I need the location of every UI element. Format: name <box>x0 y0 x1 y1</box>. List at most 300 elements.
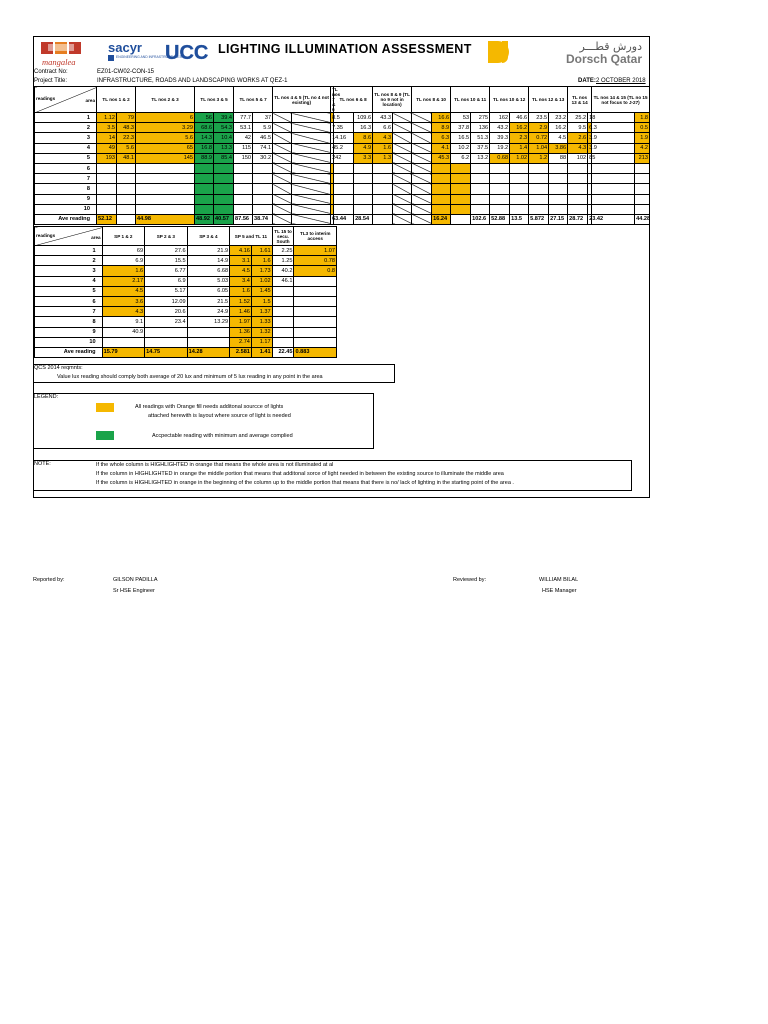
data-cell: 1.52 <box>230 296 252 306</box>
table-row <box>35 296 337 306</box>
data-cell: 43.2 <box>490 123 510 133</box>
data-cell: 6 <box>136 113 195 123</box>
data-cell <box>412 204 432 214</box>
table-row <box>35 276 337 286</box>
data-cell: 6.77 <box>145 266 188 276</box>
ave-cell <box>373 214 393 224</box>
row-label: 3 <box>35 266 103 276</box>
data-cell: 79 <box>117 113 136 123</box>
ave-cell <box>412 214 432 224</box>
sacyr-logo <box>108 40 182 64</box>
data-cell <box>136 204 195 214</box>
data-cell: 3.1 <box>230 256 252 266</box>
data-cell <box>451 194 471 204</box>
data-cell <box>432 194 451 204</box>
data-cell <box>529 194 549 204</box>
row-label: 10 <box>35 337 103 347</box>
data-cell <box>393 184 412 194</box>
data-cell <box>592 163 635 173</box>
data-cell: 9.5 <box>568 123 588 133</box>
corner-area: area <box>91 234 101 240</box>
data-cell <box>273 153 292 163</box>
data-cell <box>272 296 294 306</box>
data-cell <box>273 184 292 194</box>
data-cell <box>294 286 337 296</box>
row-label: 6 <box>35 296 103 306</box>
column-header: TL nos 13 & 14 <box>568 87 592 113</box>
data-cell: 23.5 <box>529 113 549 123</box>
data-cell: 48.3 <box>117 123 136 133</box>
ave-cell: 63.44 <box>331 214 334 224</box>
data-cell: 10.4 <box>214 133 234 143</box>
contract-label: Contract No: <box>34 69 68 75</box>
data-cell <box>592 133 635 143</box>
orange-swatch <box>96 403 114 412</box>
ave-label: Ave reading <box>35 347 103 357</box>
dorsch-arabic-text: دورش قطـــر <box>579 40 642 53</box>
data-cell <box>412 153 432 163</box>
header-row <box>35 87 650 113</box>
data-cell: 37.8 <box>451 123 471 133</box>
header-row <box>35 227 337 246</box>
data-cell: 6.68 <box>187 266 230 276</box>
data-cell: 16.3 <box>354 123 373 133</box>
data-cell <box>253 184 273 194</box>
data-cell <box>592 194 635 204</box>
data-cell <box>294 327 337 337</box>
data-cell <box>490 184 510 194</box>
data-cell <box>273 113 292 123</box>
data-cell <box>568 204 588 214</box>
data-cell <box>510 204 529 214</box>
data-cell: 15.5 <box>145 256 188 266</box>
data-cell <box>272 307 294 317</box>
table-row <box>35 163 650 173</box>
ave-cell: 0.883 <box>294 347 337 357</box>
column-header: TL nos 10 & 12 <box>490 87 529 113</box>
column-header: TL nos 8 & 9 (TL no 9 not in location) <box>373 87 412 113</box>
data-cell: 1.73 <box>251 266 272 276</box>
data-cell <box>273 133 292 143</box>
ave-cell: 28.72 <box>568 214 588 224</box>
row-label: 7 <box>35 174 97 184</box>
data-cell: 85 <box>588 153 592 163</box>
data-cell <box>273 163 292 173</box>
data-cell: 2.25 <box>272 246 294 256</box>
data-cell: 2.17 <box>102 276 145 286</box>
data-cell: 37.5 <box>471 143 490 153</box>
data-cell: 51.3 <box>471 133 490 143</box>
ave-cell: 40.57 <box>214 214 234 224</box>
data-cell <box>272 327 294 337</box>
data-cell <box>490 194 510 204</box>
data-cell <box>294 317 337 327</box>
data-cell: 16.6 <box>432 113 451 123</box>
qcs-text: Value lux reading should comply both average of 20 lux and minimum of 5 lux reading in any point in the area <box>57 374 323 380</box>
data-cell <box>195 204 214 214</box>
data-cell: 8.5 <box>331 113 334 123</box>
data-cell: 1.97 <box>230 317 252 327</box>
data-cell: 16.5 <box>451 133 471 143</box>
data-cell: 16.2 <box>510 123 529 133</box>
data-cell <box>373 184 393 194</box>
data-cell <box>334 194 354 204</box>
ave-cell: 22.45 <box>272 347 294 357</box>
header-row <box>35 214 650 224</box>
row-label: 6 <box>35 163 97 173</box>
data-cell: 1.6 <box>102 266 145 276</box>
data-cell <box>592 143 635 153</box>
column-header: TL 15 to secu. South <box>272 227 294 246</box>
data-cell <box>471 184 490 194</box>
data-cell <box>292 153 331 163</box>
data-cell <box>635 204 650 214</box>
data-cell <box>354 204 373 214</box>
column-header: TL nos 6 & 8 <box>334 87 373 113</box>
data-cell <box>195 174 214 184</box>
data-cell <box>451 204 471 214</box>
row-label: 9 <box>35 327 103 337</box>
data-cell: 1.02 <box>251 276 272 286</box>
data-cell <box>432 204 451 214</box>
data-cell: 3.5 <box>97 123 117 133</box>
table-row <box>35 286 337 296</box>
data-cell <box>393 194 412 204</box>
data-cell: 1.9 <box>635 133 650 143</box>
header-row <box>35 347 337 357</box>
row-label: 9 <box>35 194 97 204</box>
ave-cell <box>393 214 412 224</box>
data-cell <box>272 337 294 347</box>
data-cell <box>214 163 234 173</box>
data-cell: 0.5 <box>635 123 650 133</box>
data-cell <box>393 123 412 133</box>
data-cell: 16.2 <box>549 123 568 133</box>
data-cell <box>97 204 117 214</box>
data-cell <box>635 194 650 204</box>
data-cell <box>195 194 214 204</box>
data-cell <box>253 194 273 204</box>
data-cell <box>214 194 234 204</box>
data-cell: 13.3 <box>214 143 234 153</box>
legend-orange-line1: All readings with Orange fill needs additonal sourcce of lights <box>135 404 284 410</box>
row-label: 5 <box>35 286 103 296</box>
data-cell <box>214 204 234 214</box>
data-cell <box>510 184 529 194</box>
data-cell <box>451 174 471 184</box>
readings-table-sp <box>34 226 337 358</box>
data-cell: 23.2 <box>549 113 568 123</box>
data-cell <box>393 153 412 163</box>
project-value: INFRASTRUCTURE, ROADS AND LANDSCAPING WORKS AT QEZ-1 <box>97 78 288 84</box>
row-label: 2 <box>35 123 97 133</box>
ave-cell: 5.872 <box>529 214 549 224</box>
data-cell: 54.3 <box>214 123 234 133</box>
row-label: 8 <box>35 317 103 327</box>
data-cell <box>412 174 432 184</box>
data-cell <box>136 184 195 194</box>
contract-value: EZ01-CW02-CON-15 <box>97 69 155 75</box>
data-cell <box>272 317 294 327</box>
data-cell <box>412 184 432 194</box>
data-cell: 2.6 <box>568 133 588 143</box>
data-cell: 19.2 <box>490 143 510 153</box>
data-cell <box>471 163 490 173</box>
data-cell: 1.02 <box>510 153 529 163</box>
column-header: TL nos 14 & 15 (TL no 15 not focus to J-27) <box>592 87 650 113</box>
data-cell <box>412 194 432 204</box>
data-cell <box>510 174 529 184</box>
data-cell <box>412 163 432 173</box>
note-title: NOTE: <box>34 461 51 467</box>
data-cell: 4.3 <box>373 133 393 143</box>
data-cell <box>234 163 253 173</box>
ave-cell: 28.54 <box>354 214 373 224</box>
ave-cell: 23.42 <box>588 214 592 224</box>
data-cell <box>568 174 588 184</box>
data-cell: 4.3 <box>568 143 588 153</box>
note-line3: If the column is HIGHLIGHTED in orange in the beginning of the column up to the middle portion that means that there is no/ lack of lighting in the starting point of the area . <box>96 480 514 486</box>
data-cell <box>549 194 568 204</box>
table-row <box>35 113 650 123</box>
data-cell: 5.6 <box>117 143 136 153</box>
data-cell <box>592 123 635 133</box>
data-cell: 27.6 <box>145 246 188 256</box>
data-cell: 22.3 <box>117 133 136 143</box>
data-cell <box>97 184 117 194</box>
column-header: TL nos 7 & 6 <box>332 87 341 112</box>
data-cell: 10.2 <box>451 143 471 153</box>
data-cell <box>187 337 230 347</box>
legend-orange-line2: attached herewith is layout where source of light is needed <box>148 413 291 419</box>
data-cell <box>354 184 373 194</box>
sacyr-logo-sub: ENGINEERING AND INFRASTRUCTURES <box>116 55 182 59</box>
ave-cell <box>273 214 292 224</box>
data-cell: 49 <box>97 143 117 153</box>
data-cell: 1.32 <box>251 327 272 337</box>
column-header: TL nos 5 & 7 <box>234 87 273 113</box>
data-cell <box>510 194 529 204</box>
data-cell <box>294 307 337 317</box>
data-cell: 109.6 <box>354 113 373 123</box>
data-cell <box>97 194 117 204</box>
corner-readings: readings <box>36 232 56 238</box>
data-cell: 4.2 <box>635 143 650 153</box>
data-cell: 45.2 <box>331 143 334 153</box>
data-cell: 6.2 <box>451 153 471 163</box>
column-header: TL nos 3 & 5 <box>195 87 234 113</box>
data-cell: 4.9 <box>354 143 373 153</box>
data-cell: 8.9 <box>432 123 451 133</box>
data-cell <box>292 123 331 133</box>
data-cell: 40.2 <box>272 266 294 276</box>
reviewed-name: WILLIAM BILAL <box>539 577 579 583</box>
qcs-title: QCS 2014 reqmnts: <box>34 365 83 371</box>
data-cell <box>471 174 490 184</box>
data-cell <box>354 194 373 204</box>
data-cell: 14.9 <box>187 256 230 266</box>
column-header: TL nos 4 & 5 (TL no 4 not existing) <box>273 87 331 113</box>
data-cell: 4.5 <box>549 133 568 143</box>
data-cell <box>529 174 549 184</box>
data-cell <box>510 163 529 173</box>
data-cell: 46.6 <box>510 113 529 123</box>
data-cell: 3.29 <box>136 123 195 133</box>
data-cell: 1.6 <box>373 143 393 153</box>
ave-cell: 48.92 <box>195 214 214 224</box>
data-cell <box>292 184 331 194</box>
data-cell <box>592 153 635 163</box>
data-cell <box>451 163 471 173</box>
legend-box <box>33 393 374 449</box>
data-cell <box>393 143 412 153</box>
ave-cell: 15.79 <box>102 347 145 357</box>
data-cell: 20.6 <box>145 307 188 317</box>
mangalea-logo-text: mangalea <box>42 57 76 67</box>
green-swatch <box>96 431 114 440</box>
readings-table-tl <box>34 86 650 225</box>
data-cell: 0.8 <box>294 266 337 276</box>
table-row <box>35 317 337 327</box>
data-cell <box>234 184 253 194</box>
data-cell: 275 <box>471 113 490 123</box>
data-cell <box>393 163 412 173</box>
data-cell <box>490 163 510 173</box>
data-cell <box>145 327 188 337</box>
data-cell <box>334 204 354 214</box>
data-cell: 213 <box>635 153 650 163</box>
data-cell: 48.1 <box>117 153 136 163</box>
data-cell <box>412 123 432 133</box>
data-cell <box>592 174 635 184</box>
ave-cell: 14.75 <box>145 347 188 357</box>
data-cell: 1.25 <box>272 256 294 266</box>
data-cell <box>412 133 432 143</box>
data-cell <box>234 204 253 214</box>
data-cell <box>568 163 588 173</box>
data-cell <box>592 204 635 214</box>
data-cell: 150 <box>234 153 253 163</box>
dorsch-qatar-logo <box>486 38 646 66</box>
data-cell <box>273 204 292 214</box>
legend-green-line: Accpectable reading with minimum and average complied <box>152 433 293 439</box>
data-cell: 46.5 <box>253 133 273 143</box>
data-cell: 5.17 <box>145 286 188 296</box>
data-cell <box>373 204 393 214</box>
data-cell: 3.4 <box>230 276 252 286</box>
ave-cell: 27.15 <box>549 214 568 224</box>
data-cell: 5.9 <box>253 123 273 133</box>
table-row <box>35 337 337 347</box>
column-header: TL nos 12 & 13 <box>529 87 568 113</box>
data-cell: 4.5 <box>230 266 252 276</box>
data-cell: 1.17 <box>251 337 272 347</box>
data-cell <box>195 163 214 173</box>
data-cell: 3.9 <box>588 133 592 143</box>
data-cell <box>273 174 292 184</box>
data-cell <box>432 184 451 194</box>
ave-cell: 52.12 <box>97 214 117 224</box>
data-cell <box>549 184 568 194</box>
column-header: TL nos 2 & 3 <box>136 87 195 113</box>
data-cell <box>292 194 331 204</box>
column-header: SP 5 and TL 11 <box>230 227 273 246</box>
column-header: SP 2 & 3 <box>145 227 188 246</box>
data-cell: 5.03 <box>187 276 230 286</box>
data-cell <box>272 286 294 296</box>
column-header: TL nos 8 & 10 <box>412 87 451 113</box>
data-cell <box>592 184 635 194</box>
data-cell <box>292 174 331 184</box>
date-value: 2 OCTOBER 2018 <box>596 78 646 84</box>
ucc-logo-text: UCC <box>165 42 209 64</box>
row-label: 4 <box>35 143 97 153</box>
data-cell: 53.1 <box>234 123 253 133</box>
corner-cell <box>35 227 103 246</box>
data-cell <box>373 163 393 173</box>
data-cell: 42 <box>234 133 253 143</box>
legend-title: LEGEND: <box>34 394 59 400</box>
row-label: 7 <box>35 307 103 317</box>
table-row <box>35 174 650 184</box>
data-cell <box>568 194 588 204</box>
data-cell <box>490 204 510 214</box>
data-cell: 1.2 <box>529 153 549 163</box>
ave-cell: 16.24 <box>432 214 451 224</box>
data-cell <box>136 194 195 204</box>
data-cell <box>529 204 549 214</box>
dorsch-text: Dorsch Qatar <box>565 52 642 66</box>
table-row <box>35 123 650 133</box>
mangalea-logo <box>40 40 95 68</box>
data-cell: 46.1 <box>272 276 294 286</box>
ave-cell: 44.28 <box>635 214 650 224</box>
data-cell: 43.3 <box>373 113 393 123</box>
data-cell: 1.07 <box>294 246 337 256</box>
data-cell: 16.8 <box>195 143 214 153</box>
column-header: SP 1 & 2 <box>102 227 145 246</box>
ave-cell <box>117 214 136 224</box>
note-line1: If the whole column is HIGHLIGHTED in orange that means the whole area is not illuminated at al <box>96 462 334 468</box>
data-cell: 0.78 <box>294 256 337 266</box>
data-cell: 13.29 <box>187 317 230 327</box>
data-cell: 6.3 <box>432 133 451 143</box>
data-cell <box>529 184 549 194</box>
ave-cell: 52.88 <box>490 214 510 224</box>
row-label: 3 <box>35 133 97 143</box>
data-cell: 85.4 <box>214 153 234 163</box>
data-cell: 4.5 <box>102 286 145 296</box>
ave-cell: 13.5 <box>510 214 529 224</box>
data-cell <box>294 337 337 347</box>
table-row <box>35 327 337 337</box>
data-cell <box>354 174 373 184</box>
data-cell <box>273 194 292 204</box>
data-cell <box>253 174 273 184</box>
data-cell <box>292 204 331 214</box>
data-cell: 40.9 <box>102 327 145 337</box>
table-row <box>35 266 337 276</box>
data-cell <box>334 174 354 184</box>
data-cell <box>234 174 253 184</box>
data-cell <box>136 174 195 184</box>
ave-cell <box>292 214 331 224</box>
row-label: 10 <box>35 204 97 214</box>
data-cell <box>136 163 195 173</box>
row-label: 4 <box>35 276 103 286</box>
data-cell <box>294 296 337 306</box>
page-title: LIGHTING ILLUMINATION ASSESSMENT <box>218 42 472 56</box>
